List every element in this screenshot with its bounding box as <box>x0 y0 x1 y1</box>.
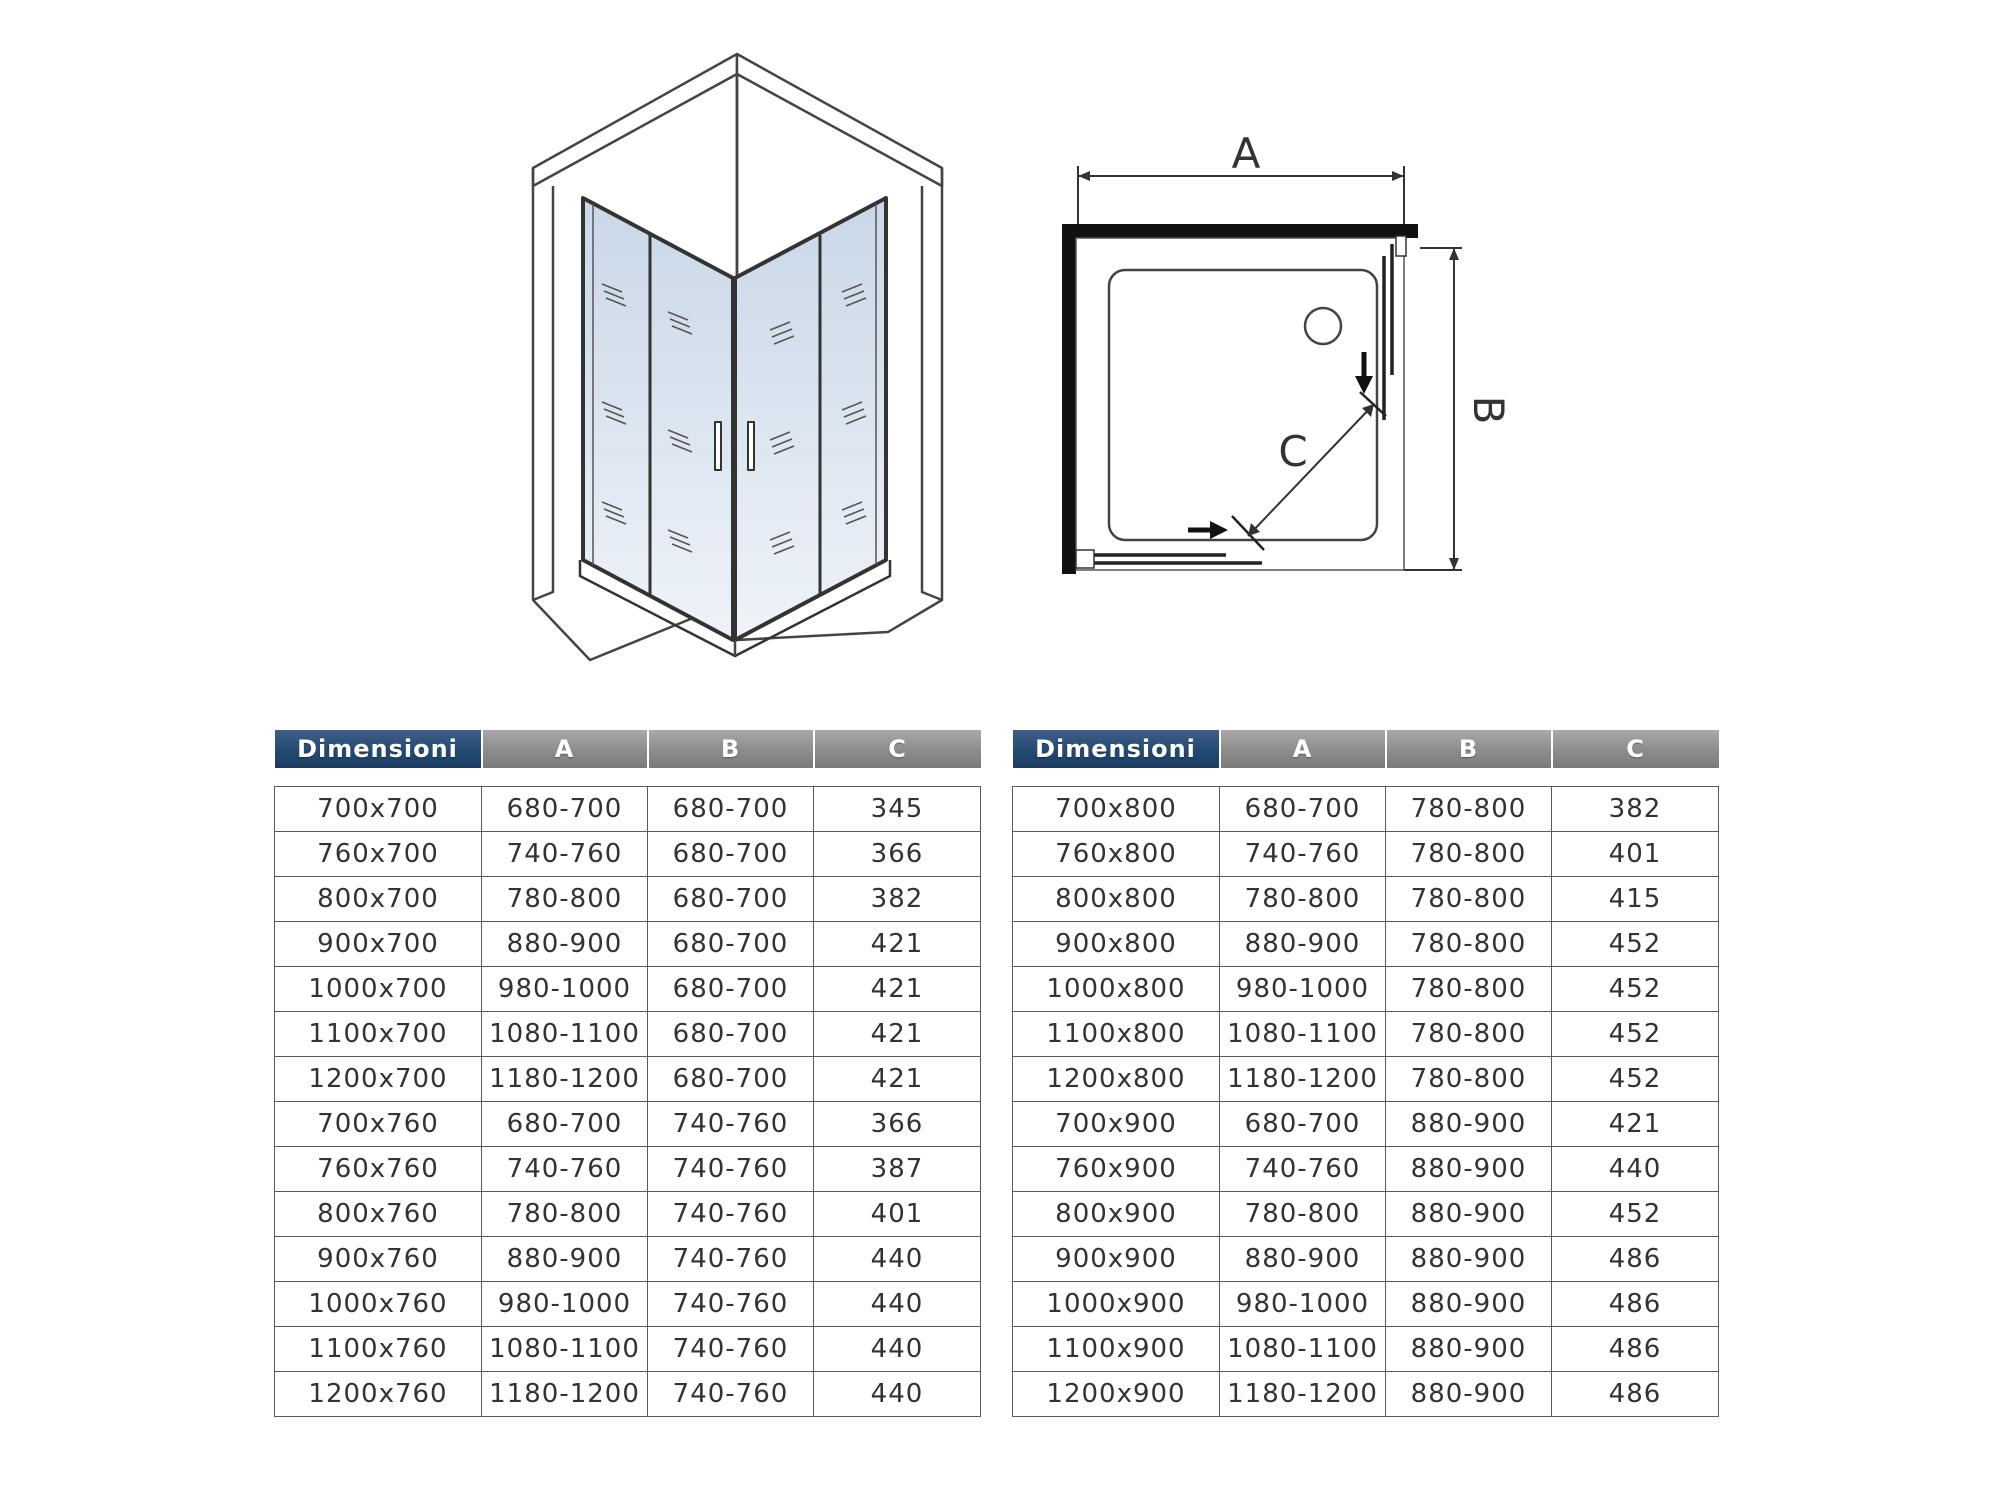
header-a: A <box>1220 730 1386 768</box>
cell-dimensioni: 760x900 <box>1013 1147 1220 1192</box>
label-c: C <box>1278 427 1308 476</box>
right-profile <box>1396 236 1406 256</box>
table-row <box>275 1237 981 1282</box>
cell-b: 880-900 <box>1386 1192 1552 1237</box>
table-row <box>1013 1237 1719 1282</box>
cell-dimensioni: 700x700 <box>275 787 482 832</box>
cell-c: 401 <box>1552 832 1719 877</box>
cell-b: 740-760 <box>648 1102 814 1147</box>
cell-b: 680-700 <box>648 877 814 922</box>
cell-c: 440 <box>814 1282 981 1327</box>
cell-b: 680-700 <box>648 922 814 967</box>
cell-a: 1080-1100 <box>482 1327 648 1372</box>
cell-dimensioni: 1100x800 <box>1013 1012 1220 1057</box>
table-row <box>275 1327 981 1372</box>
cell-b: 880-900 <box>1386 1147 1552 1192</box>
cell-dimensioni: 1000x800 <box>1013 967 1220 1012</box>
header-b: B <box>1386 730 1552 768</box>
cell-a: 680-700 <box>482 787 648 832</box>
cell-b: 740-760 <box>648 1327 814 1372</box>
table-header-row <box>275 730 981 768</box>
dimension-c-line <box>1248 404 1374 536</box>
cell-c: 486 <box>1552 1372 1719 1417</box>
cell-dimensioni: 760x800 <box>1013 832 1220 877</box>
cell-dimensioni: 700x900 <box>1013 1102 1220 1147</box>
dimension-c-tick-1 <box>1232 516 1264 550</box>
cell-c: 401 <box>814 1192 981 1237</box>
cell-c: 421 <box>814 922 981 967</box>
table-row <box>275 1012 981 1057</box>
cell-b: 680-700 <box>648 1057 814 1102</box>
cell-a: 880-900 <box>482 922 648 967</box>
cell-a: 980-1000 <box>1220 967 1386 1012</box>
product-diagrams <box>0 0 1998 700</box>
cell-a: 680-700 <box>482 1102 648 1147</box>
table-row <box>1013 787 1719 832</box>
table-row <box>1013 1372 1719 1417</box>
cell-b: 740-760 <box>648 1192 814 1237</box>
cell-dimensioni: 700x760 <box>275 1102 482 1147</box>
cell-b: 780-800 <box>1386 967 1552 1012</box>
cell-c: 421 <box>814 1057 981 1102</box>
door-handle-left-icon <box>715 422 721 470</box>
table-row <box>1013 967 1719 1012</box>
cell-c: 452 <box>1552 967 1719 1012</box>
header-b: B <box>648 730 814 768</box>
label-a: A <box>1231 129 1261 178</box>
cell-b: 740-760 <box>648 1372 814 1417</box>
cell-a: 680-700 <box>1220 1102 1386 1147</box>
cell-c: 452 <box>1552 1192 1719 1237</box>
table-row <box>275 1102 981 1147</box>
cell-a: 1180-1200 <box>1220 1372 1386 1417</box>
table-row <box>275 1372 981 1417</box>
cell-c: 366 <box>814 832 981 877</box>
door-handle-right-icon <box>748 422 754 470</box>
dimension-c-tick-2 <box>1360 392 1386 416</box>
cell-b: 740-760 <box>648 1282 814 1327</box>
plan-top-wall <box>1062 224 1418 238</box>
header-a: A <box>482 730 648 768</box>
cell-b: 780-800 <box>1386 877 1552 922</box>
cell-a: 1180-1200 <box>1220 1057 1386 1102</box>
arrow-right-head-icon <box>1210 521 1228 539</box>
cell-dimensioni: 700x800 <box>1013 787 1220 832</box>
header-dimensioni: Dimensioni <box>275 730 482 768</box>
cell-b: 780-800 <box>1386 787 1552 832</box>
cell-c: 440 <box>814 1237 981 1282</box>
top-view-plan <box>1062 129 1513 574</box>
table-row <box>275 922 981 967</box>
cell-c: 382 <box>814 877 981 922</box>
cell-b: 680-700 <box>648 832 814 877</box>
cell-dimensioni: 800x900 <box>1013 1192 1220 1237</box>
cell-a: 740-760 <box>1220 832 1386 877</box>
arrow-down-b-icon <box>1449 558 1459 570</box>
cell-b: 740-760 <box>648 1147 814 1192</box>
right-glass-panel <box>735 198 886 640</box>
cell-c: 421 <box>814 1012 981 1057</box>
cell-dimensioni: 800x760 <box>275 1192 482 1237</box>
cell-a: 780-800 <box>482 877 648 922</box>
table-row <box>1013 877 1719 922</box>
table-row <box>1013 832 1719 877</box>
cell-a: 880-900 <box>482 1237 648 1282</box>
table-row <box>275 877 981 922</box>
cell-b: 880-900 <box>1386 1327 1552 1372</box>
cell-c: 366 <box>814 1102 981 1147</box>
table-row <box>275 787 981 832</box>
shower-enclosure-illustration <box>533 54 942 660</box>
table-row <box>1013 1012 1719 1057</box>
dimensions-table-right <box>1012 730 1719 1417</box>
cell-b: 880-900 <box>1386 1102 1552 1147</box>
table-row <box>1013 1327 1719 1372</box>
cell-b: 780-800 <box>1386 1012 1552 1057</box>
arrow-up-icon <box>1449 248 1459 260</box>
header-c: C <box>1552 730 1719 768</box>
cell-a: 880-900 <box>1220 1237 1386 1282</box>
arrow-left-icon <box>1078 171 1090 181</box>
table-header-row <box>1013 730 1719 768</box>
cell-b: 680-700 <box>648 787 814 832</box>
bottom-profile <box>1076 550 1094 568</box>
cell-dimensioni: 900x700 <box>275 922 482 967</box>
cell-b: 680-700 <box>648 1012 814 1057</box>
cell-dimensioni: 1100x700 <box>275 1012 482 1057</box>
enclosure-outline <box>1076 238 1404 570</box>
cell-b: 680-700 <box>648 967 814 1012</box>
header-c: C <box>814 730 981 768</box>
cell-dimensioni: 900x800 <box>1013 922 1220 967</box>
drain-icon <box>1305 308 1341 344</box>
cell-c: 440 <box>814 1372 981 1417</box>
cell-dimensioni: 760x760 <box>275 1147 482 1192</box>
cell-c: 486 <box>1552 1237 1719 1282</box>
cell-dimensioni: 1000x760 <box>275 1282 482 1327</box>
cell-c: 440 <box>1552 1147 1719 1192</box>
table-row <box>1013 1282 1719 1327</box>
cell-c: 382 <box>1552 787 1719 832</box>
cell-a: 980-1000 <box>482 1282 648 1327</box>
cell-c: 421 <box>1552 1102 1719 1147</box>
cell-b: 880-900 <box>1386 1282 1552 1327</box>
cell-a: 740-760 <box>482 1147 648 1192</box>
cell-c: 452 <box>1552 1057 1719 1102</box>
cell-dimensioni: 1200x800 <box>1013 1057 1220 1102</box>
arrow-right-icon <box>1392 171 1404 181</box>
table-row <box>275 1147 981 1192</box>
table-row <box>1013 1102 1719 1147</box>
cell-a: 1080-1100 <box>1220 1327 1386 1372</box>
cell-c: 345 <box>814 787 981 832</box>
table-row <box>1013 1192 1719 1237</box>
cell-dimensioni: 1200x760 <box>275 1372 482 1417</box>
cell-a: 780-800 <box>1220 1192 1386 1237</box>
table-row <box>1013 922 1719 967</box>
cell-dimensioni: 1100x760 <box>275 1327 482 1372</box>
label-b: B <box>1464 395 1513 425</box>
shower-tray-outline <box>1109 270 1377 540</box>
cell-dimensioni: 800x700 <box>275 877 482 922</box>
cell-b: 740-760 <box>648 1237 814 1282</box>
cell-a: 1080-1100 <box>1220 1012 1386 1057</box>
cell-a: 740-760 <box>482 832 648 877</box>
cell-dimensioni: 1000x900 <box>1013 1282 1220 1327</box>
cell-dimensioni: 1200x900 <box>1013 1372 1220 1417</box>
cell-a: 740-760 <box>1220 1147 1386 1192</box>
cell-dimensioni: 760x700 <box>275 832 482 877</box>
table-row <box>275 1192 981 1237</box>
cell-c: 440 <box>814 1327 981 1372</box>
cell-b: 780-800 <box>1386 922 1552 967</box>
cell-a: 780-800 <box>482 1192 648 1237</box>
cell-c: 421 <box>814 967 981 1012</box>
cell-dimensioni: 900x760 <box>275 1237 482 1282</box>
cell-dimensioni: 900x900 <box>1013 1237 1220 1282</box>
table-row <box>1013 1057 1719 1102</box>
cell-a: 1180-1200 <box>482 1372 648 1417</box>
arrow-down-icon <box>1355 376 1373 394</box>
cell-c: 452 <box>1552 922 1719 967</box>
table-row <box>275 967 981 1012</box>
dimensions-table-left <box>274 730 981 1417</box>
cell-c: 486 <box>1552 1282 1719 1327</box>
plan-left-wall <box>1062 224 1076 574</box>
cell-c: 486 <box>1552 1327 1719 1372</box>
cell-a: 1180-1200 <box>482 1057 648 1102</box>
cell-c: 387 <box>814 1147 981 1192</box>
cell-dimensioni: 800x800 <box>1013 877 1220 922</box>
cell-dimensioni: 1200x700 <box>275 1057 482 1102</box>
table-row <box>1013 1147 1719 1192</box>
cell-b: 780-800 <box>1386 832 1552 877</box>
cell-b: 880-900 <box>1386 1372 1552 1417</box>
cell-a: 980-1000 <box>482 967 648 1012</box>
table-row <box>275 1057 981 1102</box>
cell-dimensioni: 1100x900 <box>1013 1327 1220 1372</box>
header-dimensioni: Dimensioni <box>1013 730 1220 768</box>
cell-a: 780-800 <box>1220 877 1386 922</box>
left-glass-panel <box>583 198 733 640</box>
cell-a: 680-700 <box>1220 787 1386 832</box>
cell-a: 1080-1100 <box>482 1012 648 1057</box>
table-row <box>275 832 981 877</box>
cell-a: 880-900 <box>1220 922 1386 967</box>
cell-c: 452 <box>1552 1012 1719 1057</box>
cell-c: 415 <box>1552 877 1719 922</box>
cell-dimensioni: 1000x700 <box>275 967 482 1012</box>
cell-a: 980-1000 <box>1220 1282 1386 1327</box>
table-row <box>275 1282 981 1327</box>
cell-b: 780-800 <box>1386 1057 1552 1102</box>
cell-b: 880-900 <box>1386 1237 1552 1282</box>
